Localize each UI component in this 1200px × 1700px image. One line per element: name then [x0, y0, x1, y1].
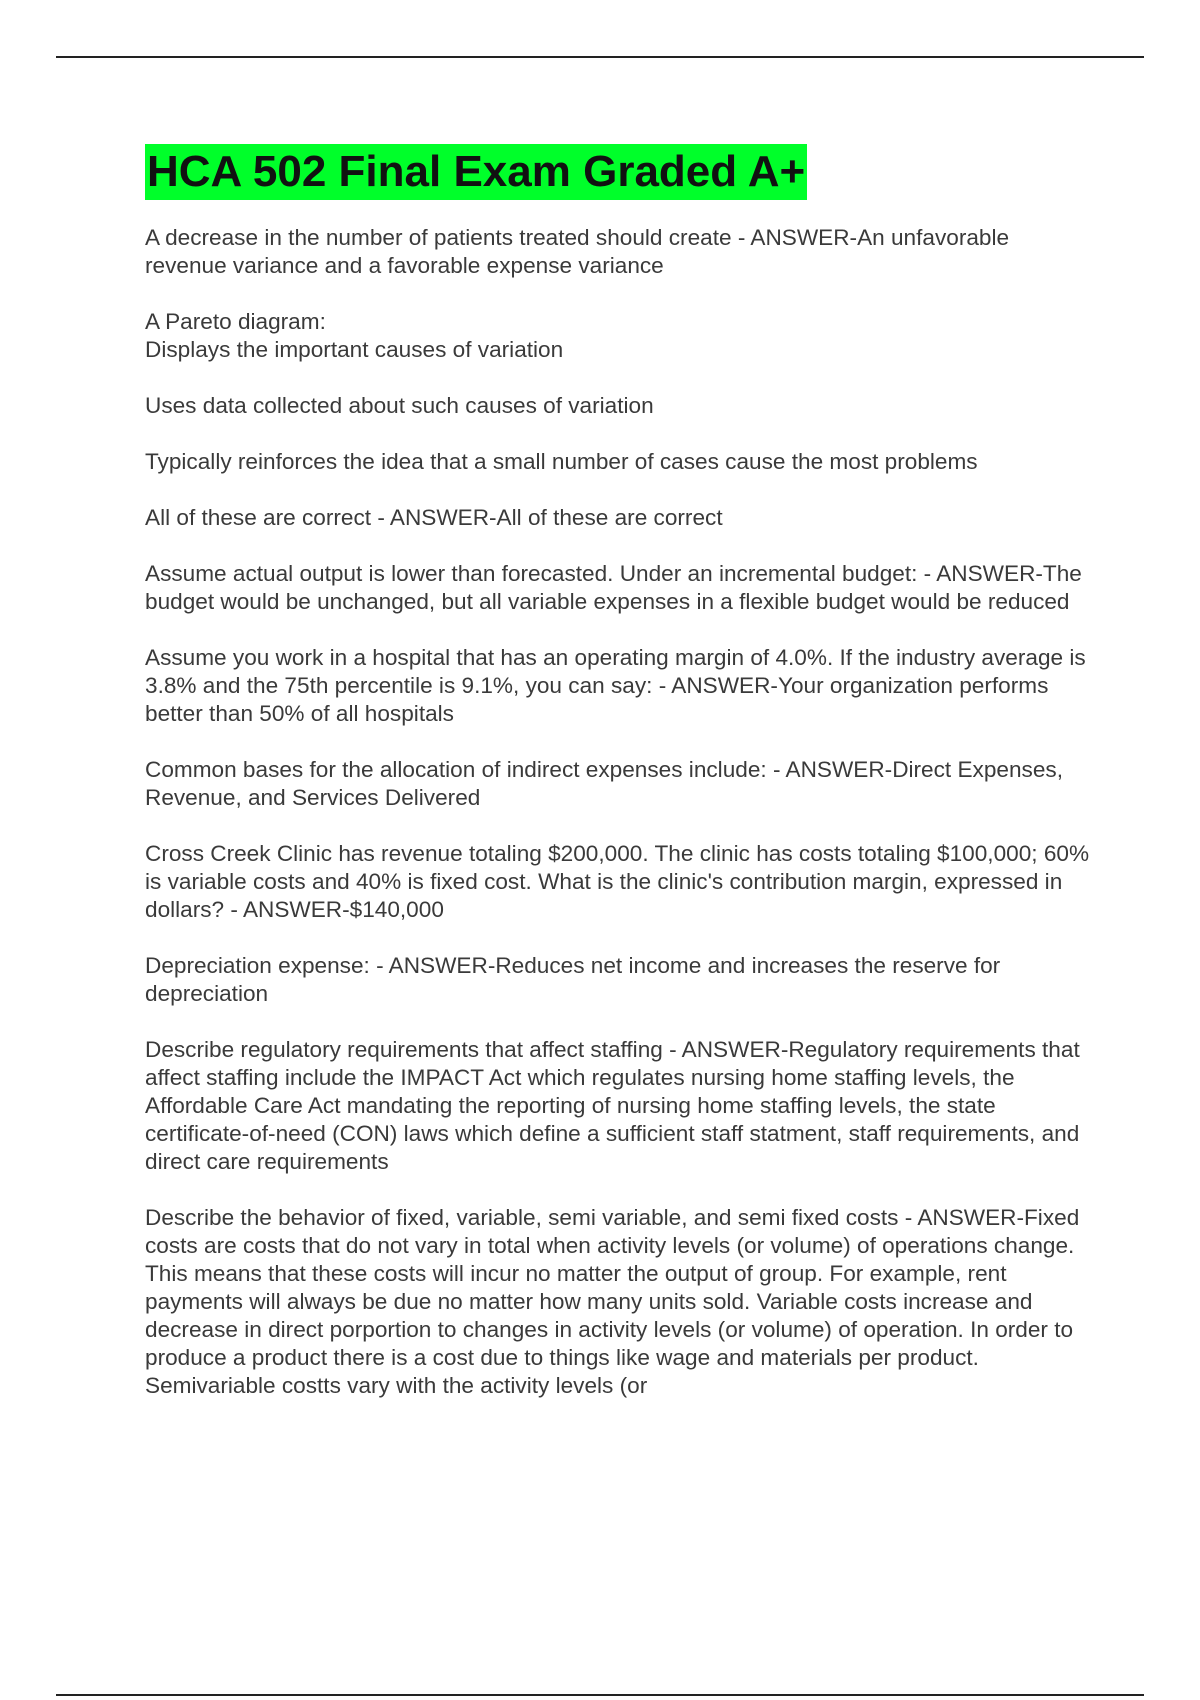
qa-entry: All of these are correct - ANSWER-All of these are correct: [145, 505, 723, 530]
qa-entry: Typically reinforces the idea that a small number of cases cause the most problems: [145, 449, 978, 474]
qa-list: [145, 224, 1095, 1400]
qa-entry: Assume actual output is lower than forecasted. Under an incremental budget: - ANSWER-The budget would be unchanged, but all variable expenses in a flexible budget would be reduced: [145, 561, 1082, 614]
header-rule: [56, 56, 1144, 58]
footer-rule: [56, 1694, 1144, 1696]
qa-entry: Describe the behavior of fixed, variable, semi variable, and semi fixed costs - ANSWER-Fixed costs are costs that do not vary in total when activity levels (or volume) of operations change. This means that these costs will incur no matter the output of group. For example, rent payments will always be due no matter how many units sold. Variable costs increase and decrease in direct porportion to changes in activity levels (or volume) of operation. In order to produce a product there is a cost due to things like wage and materials per product. Semivariable costts vary with the activity levels (or: [145, 1205, 1080, 1398]
qa-entry: Describe regulatory requirements that affect staffing - ANSWER-Regulatory requirements that affect staffing include the IMPACT Act which regulates nursing home staffing levels, the Affordable Care Act mandating the reporting of nursing home staffing levels, the state certificate-of-need (CON) laws which define a sufficient staff statment, staff requirements, and direct care requirements: [145, 1037, 1080, 1174]
qa-entry: Depreciation expense: - ANSWER-Reduces net income and increases the reserve for depreciation: [145, 953, 1001, 1006]
qa-entry: Uses data collected about such causes of variation: [145, 393, 654, 418]
page-title: HCA 502 Final Exam Graded A+: [145, 144, 807, 200]
qa-entry: Common bases for the allocation of indirect expenses include: - ANSWER-Direct Expenses, Revenue, and Services Delivered: [145, 757, 1063, 810]
qa-entry: A Pareto diagram: Displays the important causes of variation: [145, 309, 564, 362]
qa-entry: Cross Creek Clinic has revenue totaling $200,000. The clinic has costs totaling $100,000; 60% is variable costs and 40% is fixed cost. What is the clinic's contribution margin, expressed in dollars? - ANSWER-$140,000: [145, 841, 1090, 922]
document-body: [145, 144, 1095, 1428]
qa-entry: Assume you work in a hospital that has an operating margin of 4.0%. If the industry average is 3.8% and the 75th percentile is 9.1%, you can say: - ANSWER-Your organization performs better than 50% of all hospitals: [145, 645, 1086, 726]
qa-entry: A decrease in the number of patients treated should create - ANSWER-An unfavorable revenue variance and a favorable expense variance: [145, 225, 1010, 278]
